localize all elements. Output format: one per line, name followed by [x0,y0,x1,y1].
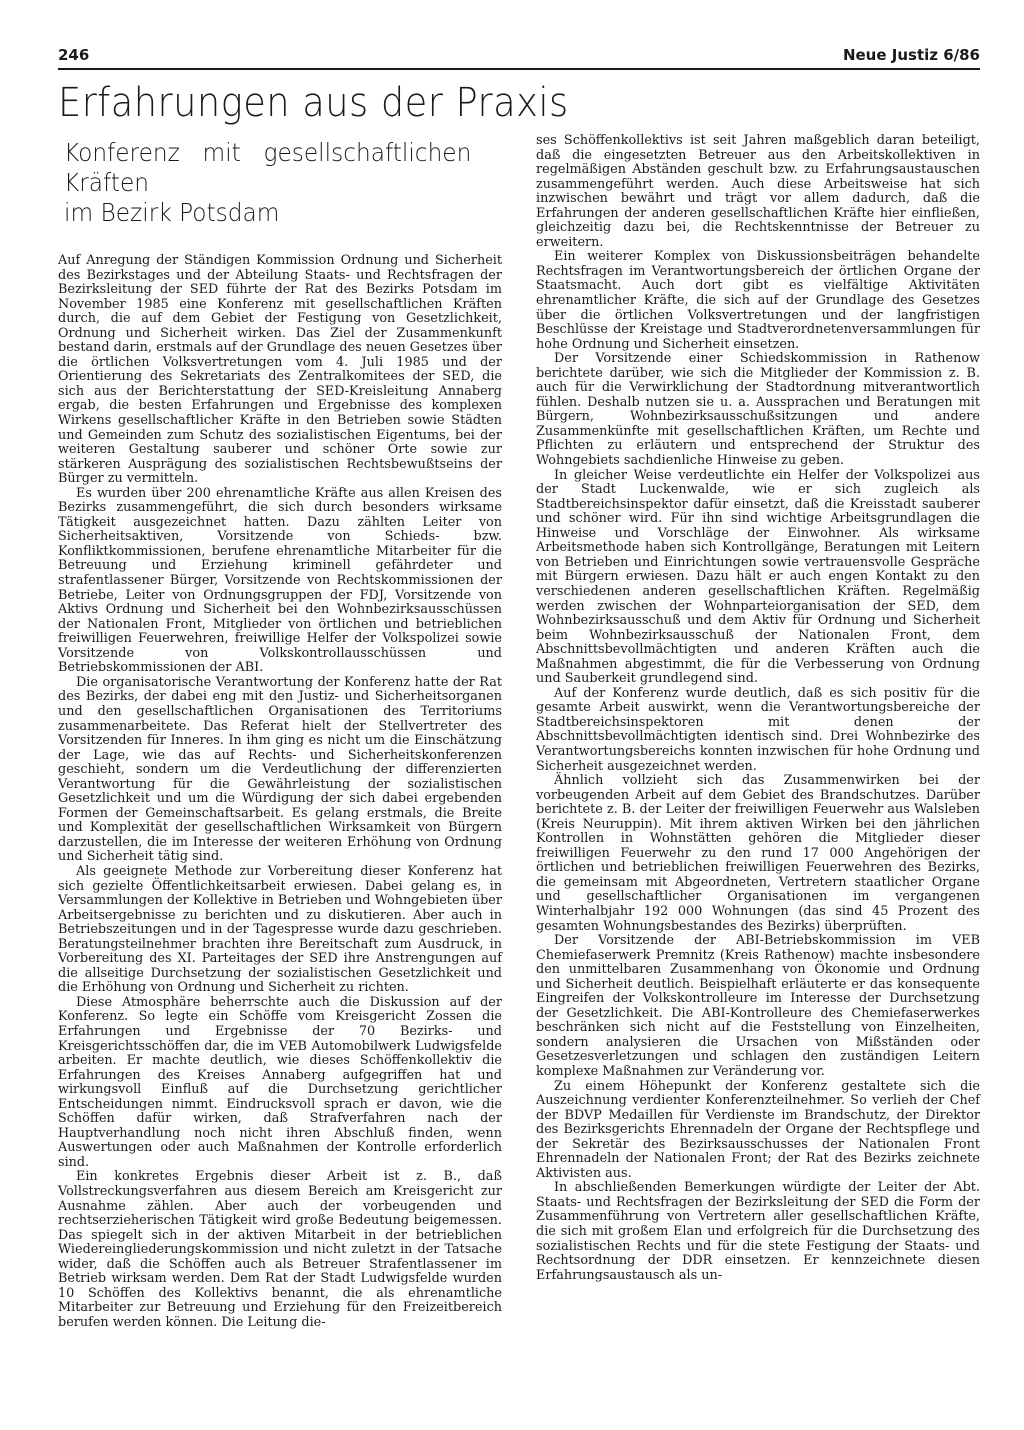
paragraph: Auf Anregung der Ständigen Kommission Ordnung und Sicherheit des Bezirkstages und der Abteilung Staats- und Rechtsfragen der Bezirksleitung der SED führte der Rat des Bezirks Potsdam im November 1985 eine Konferenz mit gesellschaftlichen Kräften durch, die auf dem Gebiet der Festigung von Gesetzlichkeit, Ordnung und Sicherheit wirken. Das Ziel der Zusammenkunft bestand darin, erstmals auf der Grundlage des neuen Gesetzes über die örtlichen Volksvertretungen vom 4. Juli 1985 und der Orientierung des Sekretariats des Zentralkomitees der SED, die sich aus der Berichterstattung der SED-Kreisleitung Annaberg ergab, die besten Erfahrungen und Ergebnisse des komplexen Wirkens gesellschaftlicher Kräfte in den Betrieben sowie Städten und Gemeinden zum Schutz des sozialistischen Eigentums, bei der weiteren Gestaltung sauberer und schöner Orte sowie zur stärkeren Ausprägung des sozialistischen Rechtsbewußtseins der Bürger zu vermitteln. [58,253,502,487]
paragraph: Zu einem Höhepunkt der Konferenz gestaltete sich die Auszeichnung verdienter Konferenzteilnehmer. So verlieh der Chef der BDVP Medaillen für Verdienste im Brandschutz, der Direktor des Bezirksgerichts Ehrennadeln der Organe der Rechtspflege und der Sekretär des Bezirksausschusses der Nationalen Front Ehrennadeln der Nationalen Front; der Rat des Bezirks zeichnete Aktivisten aus. [536,1078,980,1181]
section-title: Erfahrungen aus der Praxis [58,80,569,126]
paragraph: In abschließenden Bemerkungen würdigte der Leiter der Abt. Staats- und Rechtsfragen der Bezirksleitung der SED die Form der Zusammenführung von Vertretern aller gesellschaftlichen Kräfte, die sich mit großem Elan und erfolgreich für die Durchsetzung des sozialistischen Rechts und für die stete Festigung der Staats- und Rechtsordnung der DDR einsetzen. Er kennzeichnete diesen Erfahrungsaustausch als un- [536,1180,980,1283]
paragraph: Der Vorsitzende einer Schiedskommission in Rathenow berichtete darüber, wie sich die Mitglieder der Kommission z. B. auch für die Verwirklichung der Stadtordnung mitverantwortlich fühlen. Deshalb nutzen sie u. a. Aussprachen und Beratungen mit Bürgern, Wohnbezirksausschußsitzungen und andere Zusammenkünfte mit gesellschaftlichen Kräften, um Rechte und Pflichten zu erläutern und entsprechend der Struktur des Wohngebiets sachdienliche Hinweise zu geben. [536,351,980,469]
paragraph: Auf der Konferenz wurde deutlich, daß es sich positiv für die gesamte Arbeit auswirkt, wenn die Verantwortungsbereiche der Stadtbereichsinspektoren mit denen der Abschnittsbevollmächtigten identisch sind. Drei Wohnbezirke des Verantwortungsbereichs konnten inzwischen für hohe Ordnung und Sicherheit ausgezeichnet werden. [536,685,980,774]
paragraph: ses Schöffenkollektivs ist seit Jahren maßgeblich daran beteiligt, daß die eingesetzten Betreuer aus den Arbeitskollektiven in regelmäßigen Abständen geschult bzw. zu Erfahrungsaustauschen zusammengeführt werden. Auch diese Arbeitsweise hat sich inzwischen bewährt und trägt vor allem dadurch, daß die Erfahrungen der anderen gesellschaftlichen Kräfte hier einfließen, gleichzeitig dazu bei, die Rechtskenntnisse der Betreuer zu erweitern. [536,133,980,250]
article-title [64,138,471,228]
right-column [536,134,980,1330]
paragraph: Diese Atmosphäre beherrschte auch die Diskussion auf der Konferenz. So legte ein Schöffe vom Kreisgericht Zossen die Erfahrungen und Ergebnisse der 70 Bezirks- und Kreisgerichtsschöffen dar, die im VEB Automobilwerk Ludwigsfelde arbeiten. Er machte deutlich, wie dieses Schöffenkollektiv die Erfahrungen des Kreises Annaberg aufgegriffen hat und wirkungsvoll Einfluß auf die Durchsetzung gerichtlicher Entscheidungen nimmt. Eindrucksvoll sprach er davon, wie die Schöffen dafür wirken, daß Strafverfahren nach der Hauptverhandlung noch nicht ihren Abschluß finden, wenn Auswertungen oder auch Maßnahmen der Kontrolle erforderlich sind. [58,994,502,1170]
page-header [58,46,980,70]
journal-issue: Neue Justiz 6/86 [842,46,980,64]
page [58,46,980,1406]
paragraph: Ein konkretes Ergebnis dieser Arbeit ist z. B., daß Vollstreckungsverfahren aus diesem Bereich am Kreisgericht zur Ausnahme zählen. Aber auch der vorbeugenden und rechtserzieherischen Tätigkeit wird große Bedeutung beigemessen. Das spiegelt sich in der aktiven Mitarbeit in der betrieblichen Wiedereingliederungskommission und nicht zuletzt in der Tatsache wider, daß die Schöffen auch als Betreuer Strafentlassener im Betrieb wirksam werden. Dem Rat der Stadt Ludwigsfelde wurden 10 Schöffen des Kollektivs benannt, die als ehrenamtliche Mitarbeiter zur Betreuung und Erziehung für den Freizeitbereich berufen werden können. Die Leitung die- [58,1169,502,1330]
paragraph: Als geeignete Methode zur Vorbereitung dieser Konferenz hat sich gezielte Öffentlichkeitsarbeit erwiesen. Dabei gelang es, in Versammlungen der Kollektive in Betrieben und Wohngebieten über Arbeitsergebnisse zu berichten und zu diskutieren. Aber auch in Betriebszeitungen und in der Tagespresse wurde dazu geschrieben. Beratungsteilnehmer brachten ihre Bereitschaft zum Ausdruck, in Vorbereitung des XI. Parteitages der SED ihre Anstrengungen auf die allseitige Durchsetzung der sozialistischen Gesetzlichkeit und die Erhöhung von Ordnung und Sicherheit zu richten. [58,863,502,996]
paragraph: In gleicher Weise verdeutlichte ein Helfer der Volkspolizei aus der Stadt Luckenwalde, wie er sich zugleich als Stadtbereichsinspektor dafür einsetzt, daß die Kreisstadt sauberer und schöner wird. Für ihn sind wichtige Arbeitsgrundlagen die Hinweise und Vorschläge der Einwohner. Als wirksame Arbeitsmethode haben sich Kontrollgänge, Beratungen mit Leitern von Betrieben und Einrichtungen sowie vertrauensvolle Gespräche mit Bürgern erwiesen. Dazu hält er auch engen Kontakt zu den verschiedenen anderen gesellschaftlichen Kräften. Regelmäßig werden zwischen der Wohnparteiorganisation der SED, dem Wohnbezirksausschuß und dem Aktiv für Ordnung und Sicherheit beim Wohnbezirksausschuß der Nationalen Front, dem Abschnittsbevollmächtigten und anderen Kräften auch die Maßnahmen abgestimmt, die für die Verbesserung von Ordnung und Sauberkeit grundlegend sind. [536,467,980,687]
article-title-line-1: Konferenz mit gesellschaftlichen Kräften [64,138,472,197]
left-column [58,134,502,1330]
page-number: 246 [58,46,90,64]
paragraph: Der Vorsitzende der ABI-Betriebskommission im VEB Chemiefaserwerk Premnitz (Kreis Rathenow) machte insbesondere den unmittelbaren Zusammenhang von Ökonomie und Ordnung und Sicherheit deutlich. Beispielhaft erläuterte er das konsequente Eingreifen der Volkskontrolleure im Interesse der Durchsetzung der Gesetzlichkeit. Die ABI-Kontrolleure des Chemiefaserwerkes beschränken sich nicht auf die Feststellung von Einzelheiten, sondern analysieren die Ursachen von Mißständen oder Gesetzesverletzungen und schlagen den zuständigen Leitern komplexe Maßnahmen zur Veränderung vor. [536,933,980,1079]
article-title-line-2: im Bezirk Potsdam [64,198,280,227]
paragraph: Die organisatorische Verantwortung der Konferenz hatte der Rat des Bezirks, der dabei eng mit den Justiz- und Sicherheitsorganen und den gesellschaftlichen Organisationen des Territoriums zusammenarbeitete. Das Referat hielt der Stellvertreter des Vorsitzenden für Inneres. In ihm ging es nicht um die Einschätzung der Lage, wie das auf Rechts- und Sicherheitskonferenzen geschieht, sondern um die Verdeutlichung der differenzierten Verantwortung für die Gewährleistung der sozialistischen Gesetzlichkeit und um die Würdigung der sich dabei ergebenden Formen der Gemeinschaftsarbeit. Es gelang erstmals, die Breite und Komplexität der gesellschaftlichen Wirksamkeit von Bürgern darzustellen, die im Interesse der weiteren Erhöhung von Ordnung und Sicherheit tätig sind. [58,674,502,865]
paragraph: Ein weiterer Komplex von Diskussionsbeiträgen behandelte Rechtsfragen im Verantwortungsbereich der örtlichen Organe der Staatsmacht. Auch dort gibt es vielfältige Aktivitäten ehrenamtlicher Kräfte, die sich auf der Grundlage des Gesetzes über die örtlichen Volksvertretungen und der langfristigen Beschlüsse der Kreistage und Stadtverordnetenversammlungen für hohe Ordnung und Sicherheit einsetzen. [536,249,980,352]
article-body [58,134,980,1330]
paragraph: Es wurden über 200 ehrenamtliche Kräfte aus allen Kreisen des Bezirks zusammengeführt, die sich durch besonders wirksame Tätigkeit ausgezeichnet hatten. Dazu zählten Leiter von Sicherheitsaktiven, Vorsitzende von Schieds- bzw. Konfliktkommissionen, berufene ehrenamtliche Mitarbeiter für die Betreuung und Erziehung kriminell gefährdeter und strafentlassener Bürger, Vorsitzende von Rechtskommissionen der Betriebe, Leiter von Ordnungsgruppen der FDJ, Vorsitzende von Aktivs Ordnung und Sicherheit bei den Wohnbezirksausschüssen der Nationalen Front, Mitglieder von örtlichen und betrieblichen freiwilligen Feuerwehren, freiwillige Helfer der Volkspolizei sowie Vorsitzende von Volkskontrollausschüssen und Betriebskommissionen der ABI. [58,485,502,676]
paragraph: Ähnlich vollzieht sich das Zusammenwirken bei der vorbeugenden Arbeit auf dem Gebiet des Brandschutzes. Darüber berichtete z. B. der Leiter der freiwilligen Feuerwehr aus Walsleben (Kreis Neuruppin). Mit ihrem aktiven Wirken bei den jährlichen Kontrollen in Wohnstätten gehören die Mitglieder dieser freiwilligen Feuerwehr zu den rund 17 000 Angehörigen der örtlichen und betrieblichen freiwilligen Feuerwehren des Bezirks, die gemeinsam mit Abgeordneten, Vertretern staatlicher Organe und gesellschaftlicher Organisationen im vergangenen Winterhalbjahr 192 000 Wohnungen (das sind 45 Prozent des gesamten Wohnungsbestandes des Bezirks) überprüften. [536,773,980,934]
